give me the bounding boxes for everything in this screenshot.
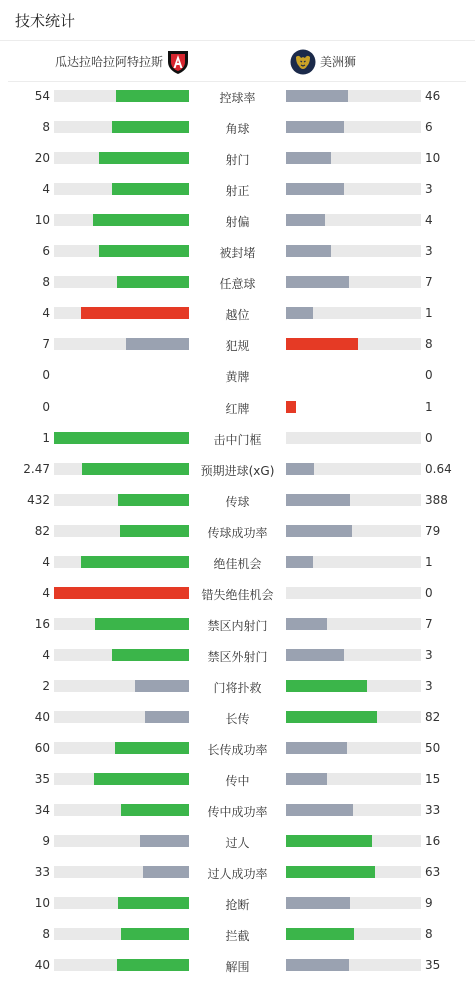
home-stat-value: 10 <box>34 896 50 911</box>
home-stat-bar-fill <box>145 711 189 723</box>
home-stat-value: 34 <box>34 803 50 818</box>
away-stat-value: 82 <box>425 710 441 724</box>
stat-label: 犯规 <box>225 339 250 354</box>
title-bar <box>0 0 475 41</box>
stat-row <box>0 112 475 143</box>
stat-row <box>0 174 475 205</box>
away-stat-bar <box>286 152 421 164</box>
home-stat-bar-fill <box>99 152 189 164</box>
home-stat-value: 40 <box>34 710 50 724</box>
home-stat-value: 40 <box>34 958 50 973</box>
away-stat-bar <box>286 494 421 506</box>
stat-row <box>0 826 475 857</box>
away-stat-bar-fill <box>286 897 350 909</box>
stat-row <box>0 205 475 236</box>
stat-label: 传中成功率 <box>207 805 268 820</box>
home-stat-value: 60 <box>34 741 50 756</box>
home-stat-bar <box>54 959 189 971</box>
stat-label: 解围 <box>225 960 250 975</box>
home-stat-value: 8 <box>42 120 50 134</box>
stat-row <box>0 516 475 547</box>
home-stat-bar <box>54 369 189 381</box>
away-stat-bar-fill <box>286 835 372 847</box>
home-stat-value: 2.47 <box>23 461 50 476</box>
stat-label: 击中门框 <box>213 432 262 447</box>
stat-label: 黄牌 <box>225 370 250 385</box>
stat-row <box>0 609 475 640</box>
home-stat-bar <box>54 866 189 878</box>
home-stat-value: 1 <box>42 430 50 445</box>
away-stat-bar-fill <box>286 463 314 475</box>
stat-label: 任意球 <box>219 277 256 292</box>
pumas-crest-icon <box>290 49 316 75</box>
away-stat-value: 10 <box>425 151 441 166</box>
away-stat-bar-fill <box>286 618 327 630</box>
home-stat-bar-fill <box>121 928 189 940</box>
stat-label: 传球成功率 <box>207 525 268 540</box>
stat-row <box>0 578 475 609</box>
home-stat-bar <box>54 245 189 257</box>
away-stat-value: 7 <box>425 616 433 631</box>
away-stat-bar <box>286 245 421 257</box>
home-stat-value: 10 <box>34 213 50 228</box>
atlas-crest-icon <box>165 49 191 75</box>
home-stat-bar <box>54 649 189 661</box>
away-stat-bar <box>286 214 421 226</box>
home-stat-value: 2 <box>42 679 50 693</box>
away-stat-bar-fill <box>286 742 347 754</box>
away-stat-bar-fill <box>286 245 331 257</box>
away-stat-value: 0 <box>425 585 433 600</box>
home-stat-bar-fill <box>120 525 189 537</box>
home-stat-bar <box>54 587 189 599</box>
away-team-name: 美洲狮 <box>320 55 357 69</box>
stat-row <box>0 733 475 764</box>
stat-label: 门将扑救 <box>213 681 262 695</box>
stat-row <box>0 267 475 298</box>
away-stat-bar-fill <box>286 307 313 319</box>
home-stat-value: 9 <box>42 834 50 849</box>
stat-row <box>0 795 475 826</box>
home-stat-bar <box>54 338 189 350</box>
home-stat-bar <box>54 711 189 723</box>
away-stat-bar <box>286 587 421 599</box>
stat-label: 拦截 <box>225 929 250 944</box>
away-stat-value: 1 <box>425 554 433 569</box>
stat-label: 射偏 <box>225 215 250 230</box>
home-stat-bar <box>54 928 189 940</box>
away-stat-value: 46 <box>425 89 441 103</box>
page-title: 技术统计 <box>15 12 76 30</box>
stat-label: 传中 <box>225 774 250 789</box>
home-stat-bar <box>54 494 189 506</box>
away-stat-bar <box>286 618 421 630</box>
away-stat-value: 1 <box>425 399 433 414</box>
home-stat-bar-fill <box>135 680 189 692</box>
home-stat-bar <box>54 432 189 444</box>
stat-label: 射正 <box>225 184 250 199</box>
away-stat-bar <box>286 432 421 444</box>
stat-row <box>0 547 475 578</box>
away-stat-value: 8 <box>425 337 433 352</box>
stat-row <box>0 671 475 702</box>
home-stat-bar <box>54 214 189 226</box>
stat-label: 红牌 <box>225 401 250 416</box>
home-stat-bar <box>54 804 189 816</box>
home-stat-bar <box>54 183 189 195</box>
home-stat-bar-fill <box>54 587 189 599</box>
home-stat-value: 33 <box>34 865 50 880</box>
away-stat-value: 3 <box>425 182 433 197</box>
away-stat-value: 33 <box>425 803 441 818</box>
away-stat-value: 1 <box>425 306 433 321</box>
stat-row <box>0 702 475 733</box>
away-stat-value: 0 <box>425 368 433 383</box>
stat-label: 绝佳机会 <box>213 556 262 571</box>
away-stat-bar-fill <box>286 90 348 102</box>
home-stat-bar-fill <box>94 773 189 785</box>
away-stat-bar-fill <box>286 649 344 661</box>
home-stat-bar-fill <box>140 835 189 847</box>
home-stat-bar-fill <box>118 897 189 909</box>
away-stat-bar-fill <box>286 214 325 226</box>
stat-row <box>0 640 475 671</box>
home-stat-bar-fill <box>118 494 189 506</box>
stat-label: 控球率 <box>219 91 256 105</box>
away-stat-bar-fill <box>286 276 349 288</box>
home-stat-bar-fill <box>112 183 189 195</box>
team-header <box>8 41 466 82</box>
home-stat-value: 7 <box>42 337 50 352</box>
away-stat-value: 3 <box>425 244 433 259</box>
away-stat-bar <box>286 866 421 878</box>
stat-label: 越位 <box>225 308 250 323</box>
home-stat-value: 8 <box>42 927 50 942</box>
away-stat-bar-fill <box>286 121 344 133</box>
home-stat-value: 8 <box>42 275 50 290</box>
home-stat-bar-fill <box>121 804 189 816</box>
home-stat-bar <box>54 742 189 754</box>
stat-row <box>0 485 475 516</box>
away-stat-bar <box>286 897 421 909</box>
away-stat-bar <box>286 90 421 102</box>
home-stat-value: 82 <box>34 523 50 538</box>
home-stat-bar <box>54 90 189 102</box>
home-stat-bar <box>54 556 189 568</box>
away-stat-value: 6 <box>425 120 433 134</box>
away-stat-value: 9 <box>425 896 433 911</box>
home-stat-bar-fill <box>117 959 189 971</box>
stat-label: 传球 <box>225 494 250 509</box>
home-team-name: 瓜达拉哈拉阿特拉斯 <box>54 55 163 69</box>
away-stat-bar-fill <box>286 680 367 692</box>
home-stat-value: 54 <box>34 89 50 103</box>
away-stat-bar <box>286 711 421 723</box>
home-stat-value: 4 <box>42 182 50 197</box>
home-stat-bar-fill <box>112 121 189 133</box>
away-stat-bar-fill <box>286 494 350 506</box>
stat-label: 预期进球(xG) <box>200 463 275 478</box>
home-stat-bar <box>54 897 189 909</box>
stat-row <box>0 81 475 112</box>
stat-row <box>0 857 475 888</box>
home-stat-bar <box>54 773 189 785</box>
away-stat-bar-fill <box>286 401 296 413</box>
home-stat-value: 4 <box>42 647 50 662</box>
home-stat-bar-fill <box>99 245 189 257</box>
home-stat-bar-fill <box>112 649 189 661</box>
home-stat-bar <box>54 401 189 413</box>
stat-label: 射门 <box>225 153 250 168</box>
home-stat-bar-fill <box>54 432 189 444</box>
away-stat-value: 7 <box>425 275 433 290</box>
home-stat-value: 6 <box>42 244 50 259</box>
stat-label: 被封堵 <box>219 246 256 261</box>
stat-row <box>0 919 475 950</box>
home-stat-bar <box>54 618 189 630</box>
stat-row <box>0 298 475 329</box>
away-stat-bar <box>286 338 421 350</box>
away-stat-value: 15 <box>425 772 441 787</box>
away-stat-bar <box>286 401 421 413</box>
away-stat-bar <box>286 121 421 133</box>
stat-label: 禁区外射门 <box>207 649 268 664</box>
away-stat-bar <box>286 276 421 288</box>
stat-label: 角球 <box>225 122 250 136</box>
home-stat-bar-fill <box>93 214 189 226</box>
away-stat-value: 0.64 <box>425 461 452 476</box>
away-stat-bar-fill <box>286 556 313 568</box>
stat-row <box>0 392 475 423</box>
home-stat-bar-fill <box>95 618 189 630</box>
away-stat-bar <box>286 369 421 381</box>
away-stat-bar <box>286 556 421 568</box>
away-stat-bar <box>286 742 421 754</box>
home-stat-bar-fill <box>126 338 189 350</box>
away-stat-bar <box>286 835 421 847</box>
away-stat-bar-fill <box>286 183 344 195</box>
stat-row <box>0 329 475 360</box>
away-stat-bar <box>286 649 421 661</box>
home-stat-bar <box>54 152 189 164</box>
stat-row <box>0 888 475 919</box>
home-stat-bar <box>54 680 189 692</box>
away-stat-bar-fill <box>286 338 358 350</box>
away-stat-value: 4 <box>425 213 433 228</box>
home-stat-value: 4 <box>42 585 50 600</box>
home-stat-value: 0 <box>42 368 50 383</box>
stat-label: 禁区内射门 <box>207 618 268 633</box>
away-stat-bar <box>286 525 421 537</box>
away-stat-value: 35 <box>425 958 441 973</box>
home-stat-bar-fill <box>115 742 189 754</box>
away-stat-bar-fill <box>286 152 331 164</box>
away-stat-value: 3 <box>425 679 433 693</box>
home-stat-bar-fill <box>117 276 189 288</box>
away-stat-value: 3 <box>425 647 433 662</box>
stat-row <box>0 423 475 454</box>
away-stat-value: 16 <box>425 834 441 849</box>
home-stat-bar-fill <box>116 90 189 102</box>
away-stat-bar <box>286 680 421 692</box>
stat-row <box>0 360 475 391</box>
home-stat-value: 4 <box>42 554 50 569</box>
home-stat-value: 20 <box>34 151 50 166</box>
away-stat-bar-fill <box>286 711 377 723</box>
away-stat-value: 388 <box>425 492 448 507</box>
home-stat-value: 432 <box>27 492 50 507</box>
away-stat-value: 0 <box>425 430 433 445</box>
away-stat-bar <box>286 928 421 940</box>
home-stat-bar-fill <box>81 556 189 568</box>
away-stat-bar-fill <box>286 773 327 785</box>
stat-label: 抢断 <box>225 898 250 913</box>
home-stat-bar-fill <box>143 866 189 878</box>
home-stat-bar <box>54 276 189 288</box>
stat-row <box>0 454 475 485</box>
home-stat-bar <box>54 525 189 537</box>
away-stat-bar-fill <box>286 804 353 816</box>
away-stat-value: 8 <box>425 927 433 942</box>
away-stat-bar-fill <box>286 866 375 878</box>
stat-label: 过人成功率 <box>207 867 268 882</box>
stat-row <box>0 236 475 267</box>
away-stat-bar-fill <box>286 525 352 537</box>
away-stat-bar <box>286 463 421 475</box>
stat-label: 错失绝佳机会 <box>201 587 274 602</box>
stat-label: 过人 <box>225 836 250 851</box>
stat-row <box>0 143 475 174</box>
away-stat-bar <box>286 183 421 195</box>
away-stat-bar <box>286 804 421 816</box>
away-stat-bar-fill <box>286 928 354 940</box>
stat-row <box>0 764 475 795</box>
home-stat-bar-fill <box>82 463 189 475</box>
home-stat-value: 4 <box>42 306 50 321</box>
home-stat-bar <box>54 307 189 319</box>
away-stat-value: 50 <box>425 741 441 756</box>
home-stat-value: 35 <box>34 772 50 787</box>
stat-row <box>0 950 475 981</box>
away-stat-bar <box>286 307 421 319</box>
away-stat-value: 79 <box>425 523 441 538</box>
away-stat-bar-fill <box>286 959 349 971</box>
away-stat-bar <box>286 773 421 785</box>
home-stat-bar-fill <box>81 307 189 319</box>
away-stat-bar <box>286 959 421 971</box>
home-stat-bar <box>54 835 189 847</box>
away-stat-value: 63 <box>425 865 441 880</box>
home-stat-value: 16 <box>34 616 50 631</box>
home-stat-bar <box>54 121 189 133</box>
home-stat-value: 0 <box>42 399 50 414</box>
stat-label: 长传成功率 <box>207 743 268 758</box>
stat-label: 长传 <box>225 712 250 726</box>
home-stat-bar <box>54 463 189 475</box>
